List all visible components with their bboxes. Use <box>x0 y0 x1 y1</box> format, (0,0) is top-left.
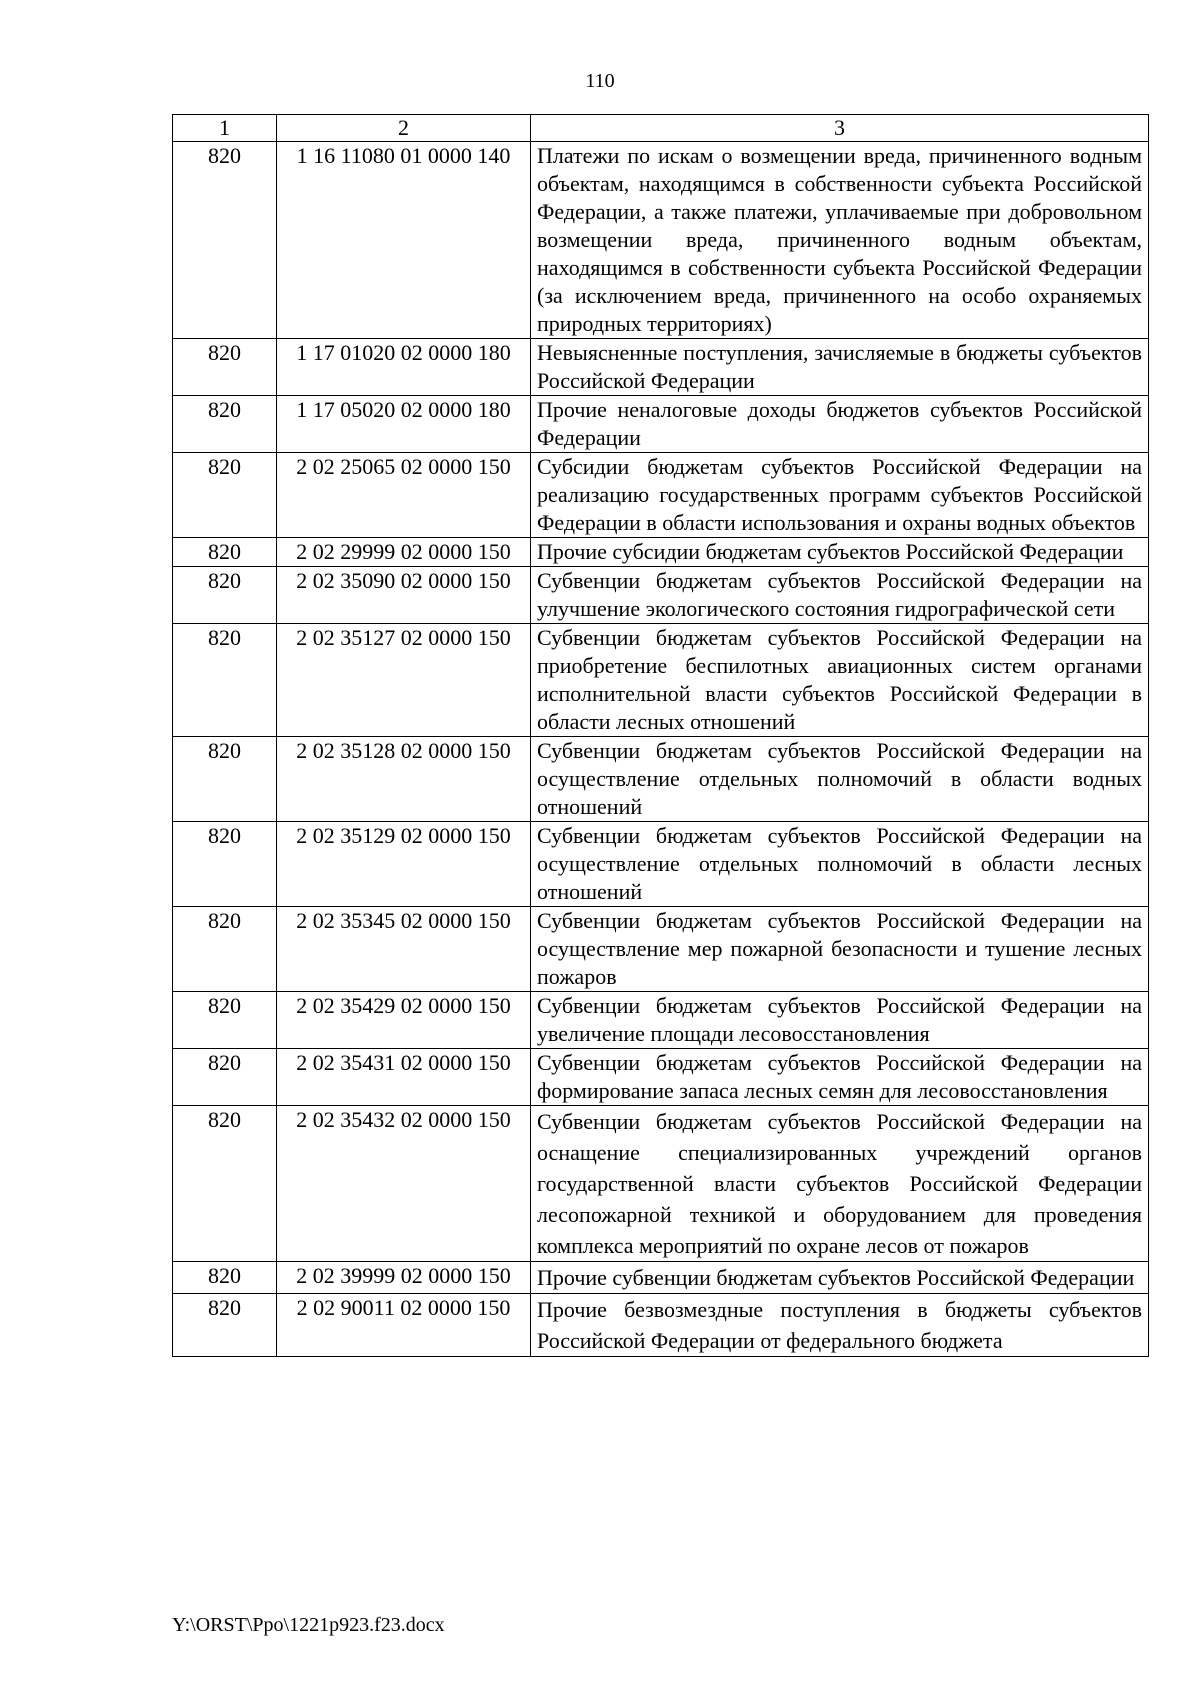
table-row <box>173 538 1149 567</box>
description-cell: Субвенции бюджетам субъектов Российской Федерации на осуществление отдельных полномочий в области лесных отношений <box>531 822 1149 907</box>
admin-code-cell: 820 <box>173 737 277 822</box>
table-row <box>173 453 1149 538</box>
budget-code-cell: 2 02 39999 02 0000 150 <box>277 1262 531 1294</box>
column-header-1: 1 <box>173 115 277 142</box>
description-cell: Субвенции бюджетам субъектов Российской Федерации на осуществление отдельных полномочий в области водных отношений <box>531 737 1149 822</box>
admin-code-cell: 820 <box>173 396 277 453</box>
table-row <box>173 624 1149 737</box>
column-header-3: 3 <box>531 115 1149 142</box>
budget-code-cell: 1 17 05020 02 0000 180 <box>277 396 531 453</box>
admin-code-cell: 820 <box>173 822 277 907</box>
admin-code-cell: 820 <box>173 538 277 567</box>
description-cell: Субвенции бюджетам субъектов Российской Федерации на осуществление мер пожарной безопасности и тушение лесных пожаров <box>531 907 1149 992</box>
admin-code-cell: 820 <box>173 1294 277 1357</box>
description-cell: Прочие безвозмездные поступления в бюджеты субъектов Российской Федерации от федерального бюджета <box>531 1294 1149 1357</box>
table-row <box>173 1049 1149 1106</box>
description-cell: Субвенции бюджетам субъектов Российской Федерации на оснащение специализированных учреждений органов государственной власти субъектов Российской Федерации лесопожарной техникой и оборудованием для проведения комплекса мероприятий по охране лесов от пожаров <box>531 1106 1149 1262</box>
table-row <box>173 907 1149 992</box>
budget-code-cell: 2 02 29999 02 0000 150 <box>277 538 531 567</box>
budget-code-cell: 2 02 35128 02 0000 150 <box>277 737 531 822</box>
column-header-2: 2 <box>277 115 531 142</box>
page-number: 110 <box>585 70 615 92</box>
budget-code-cell: 2 02 25065 02 0000 150 <box>277 453 531 538</box>
budget-code-cell: 2 02 35127 02 0000 150 <box>277 624 531 737</box>
budget-code-cell: 1 16 11080 01 0000 140 <box>277 142 531 339</box>
table-row <box>173 396 1149 453</box>
table-row <box>173 1294 1149 1357</box>
budget-code-cell: 2 02 90011 02 0000 150 <box>277 1294 531 1357</box>
admin-code-cell: 820 <box>173 1049 277 1106</box>
budget-code-cell: 1 17 01020 02 0000 180 <box>277 339 531 396</box>
description-cell: Прочие субсидии бюджетам субъектов Российской Федерации <box>531 538 1149 567</box>
table-row <box>173 567 1149 624</box>
admin-code-cell: 820 <box>173 339 277 396</box>
table-row <box>173 1106 1149 1262</box>
admin-code-cell: 820 <box>173 992 277 1049</box>
table-row <box>173 142 1149 339</box>
description-cell: Субвенции бюджетам субъектов Российской Федерации на улучшение экологического состояния гидрографической сети <box>531 567 1149 624</box>
table-row <box>173 737 1149 822</box>
admin-code-cell: 820 <box>173 1262 277 1294</box>
budget-code-cell: 2 02 35431 02 0000 150 <box>277 1049 531 1106</box>
description-cell: Прочие неналоговые доходы бюджетов субъектов Российской Федерации <box>531 396 1149 453</box>
description-cell: Невыясненные поступления, зачисляемые в бюджеты субъектов Российской Федерации <box>531 339 1149 396</box>
admin-code-cell: 820 <box>173 453 277 538</box>
budget-classification-table <box>172 114 1149 1357</box>
admin-code-cell: 820 <box>173 1106 277 1262</box>
budget-code-cell: 2 02 35429 02 0000 150 <box>277 992 531 1049</box>
budget-code-cell: 2 02 35129 02 0000 150 <box>277 822 531 907</box>
description-cell: Субвенции бюджетам субъектов Российской Федерации на формирование запаса лесных семян для лесовосстановления <box>531 1049 1149 1106</box>
table-header-row <box>173 115 1149 142</box>
budget-code-cell: 2 02 35345 02 0000 150 <box>277 907 531 992</box>
table-row <box>173 1262 1149 1294</box>
budget-code-cell: 2 02 35432 02 0000 150 <box>277 1106 531 1262</box>
admin-code-cell: 820 <box>173 142 277 339</box>
table-row <box>173 822 1149 907</box>
budget-code-cell: 2 02 35090 02 0000 150 <box>277 567 531 624</box>
description-cell: Субвенции бюджетам субъектов Российской Федерации на приобретение беспилотных авиационных систем органами исполнительной власти субъектов Российской Федерации в области лесных отношений <box>531 624 1149 737</box>
admin-code-cell: 820 <box>173 907 277 992</box>
table-row <box>173 339 1149 396</box>
description-cell: Субвенции бюджетам субъектов Российской Федерации на увеличение площади лесовосстановления <box>531 992 1149 1049</box>
table-row <box>173 992 1149 1049</box>
admin-code-cell: 820 <box>173 567 277 624</box>
description-cell: Прочие субвенции бюджетам субъектов Российской Федерации <box>531 1262 1149 1294</box>
admin-code-cell: 820 <box>173 624 277 737</box>
description-cell: Субсидии бюджетам субъектов Российской Федерации на реализацию государственных программ субъектов Российской Федерации в области использования и охраны водных объектов <box>531 453 1149 538</box>
description-cell: Платежи по искам о возмещении вреда, причиненного водным объектам, находящимся в собственности субъекта Российской Федерации, а также платежи, уплачиваемые при добровольном возмещении вреда, причиненного водным объектам, находящимся в собственности субъекта Российской Федерации (за исключением вреда, причиненного на особо охраняемых природных территориях) <box>531 142 1149 339</box>
footer-file-path: Y:\ORST\Ppo\1221p923.f23.docx <box>172 1614 445 1636</box>
